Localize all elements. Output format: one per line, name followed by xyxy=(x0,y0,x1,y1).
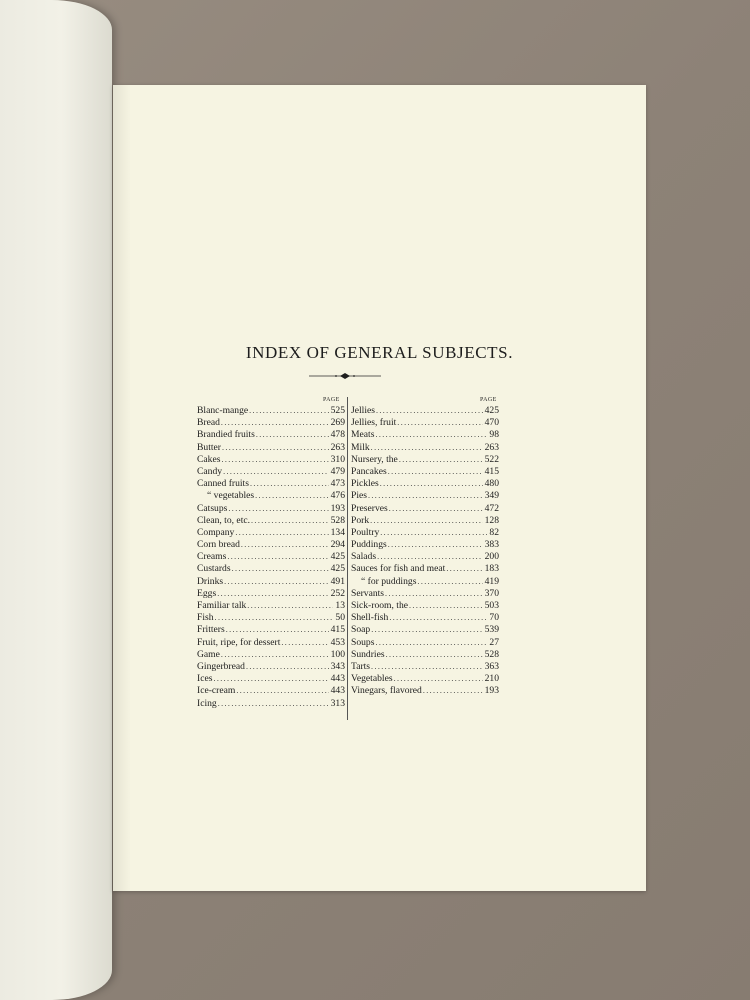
entry-term: Sundries xyxy=(351,648,385,660)
entry-term: Icing xyxy=(197,697,217,709)
entry-page-number: 522 xyxy=(484,453,499,465)
index-entry xyxy=(351,612,499,624)
entry-term: Fruit, ripe, for dessert xyxy=(197,636,281,648)
entry-term: Preserves xyxy=(351,502,388,514)
index-entry xyxy=(351,685,499,697)
index-entry xyxy=(351,503,499,515)
index-entry xyxy=(197,466,345,478)
right-index-column xyxy=(351,405,499,698)
index-entry xyxy=(351,661,499,673)
entry-page-number: 50 xyxy=(335,612,345,624)
dot-leader xyxy=(221,649,329,661)
index-entry xyxy=(351,515,499,527)
dot-leader xyxy=(376,405,483,417)
dot-leader xyxy=(399,454,483,466)
entry-term: Tarts xyxy=(351,660,371,672)
entry-page-number: 363 xyxy=(484,660,499,672)
entry-page-number: 100 xyxy=(330,648,345,660)
index-entry xyxy=(197,405,345,417)
entry-page-number: 478 xyxy=(330,429,345,441)
dot-leader xyxy=(371,442,483,454)
index-entry xyxy=(351,539,499,551)
index-entry xyxy=(351,429,499,441)
dot-leader xyxy=(446,563,482,575)
dot-leader xyxy=(255,490,328,502)
dot-leader xyxy=(222,442,329,454)
left-page xyxy=(0,0,112,1000)
entry-term: Pork xyxy=(351,514,370,526)
index-entry xyxy=(351,442,499,454)
dot-leader xyxy=(423,685,483,697)
index-entry xyxy=(197,637,345,649)
index-entry xyxy=(351,588,499,600)
entry-page-number: 425 xyxy=(330,551,345,563)
entry-term: Salads xyxy=(351,551,377,563)
index-entry xyxy=(351,649,499,661)
dot-leader xyxy=(371,624,482,636)
entry-page-number: 343 xyxy=(330,660,345,672)
entry-term: Jellies, fruit xyxy=(351,417,397,429)
index-entry xyxy=(197,649,345,661)
index-entry xyxy=(351,576,499,588)
dot-leader xyxy=(250,478,329,490)
dot-leader xyxy=(256,429,329,441)
dot-leader xyxy=(246,661,329,673)
entry-page-number: 310 xyxy=(330,453,345,465)
index-entry xyxy=(351,454,499,466)
dot-leader xyxy=(249,405,328,417)
ornament-rule xyxy=(309,371,381,381)
entry-page-number: 294 xyxy=(330,539,345,551)
dot-leader xyxy=(236,685,328,697)
dot-leader xyxy=(388,466,483,478)
entry-term: “ vegetables xyxy=(207,490,255,502)
dot-leader xyxy=(385,588,483,600)
entry-page-number: 263 xyxy=(484,441,499,453)
index-entry xyxy=(197,624,345,636)
entry-page-number: 200 xyxy=(484,551,499,563)
entry-page-number: 419 xyxy=(484,575,499,587)
dot-leader xyxy=(223,466,329,478)
dot-leader xyxy=(213,673,328,685)
dot-leader xyxy=(218,698,329,710)
index-entry xyxy=(351,490,499,502)
index-entry xyxy=(197,661,345,673)
entry-page-number: 425 xyxy=(484,405,499,416)
entry-page-number: 370 xyxy=(484,587,499,599)
entry-term: Catsups xyxy=(197,502,228,514)
entry-term: Candy xyxy=(197,465,223,477)
entry-term: Sauces for fish and meat xyxy=(351,563,446,575)
dot-leader xyxy=(251,515,329,527)
entry-term: Creams xyxy=(197,551,227,563)
index-entry xyxy=(197,673,345,685)
entry-page-number: 539 xyxy=(484,624,499,636)
entry-page-number: 193 xyxy=(330,502,345,514)
entry-page-number: 473 xyxy=(330,478,345,490)
left-column-page-heading: PAGE xyxy=(323,397,340,403)
entry-page-number: 453 xyxy=(330,636,345,648)
entry-page-number: 27 xyxy=(489,636,499,648)
index-entry xyxy=(197,588,345,600)
entry-page-number: 383 xyxy=(484,539,499,551)
index-entry xyxy=(197,600,345,612)
entry-page-number: 269 xyxy=(330,417,345,429)
dot-leader xyxy=(281,637,328,649)
index-entry xyxy=(351,417,499,429)
column-divider xyxy=(347,397,348,720)
index-entry xyxy=(197,442,345,454)
dot-leader xyxy=(377,551,483,563)
entry-term: Company xyxy=(197,526,235,538)
entry-term: Soap xyxy=(351,624,371,636)
entry-term: Jellies xyxy=(351,405,375,416)
entry-term: Ices xyxy=(197,673,213,685)
entry-term: Drinks xyxy=(197,575,224,587)
entry-page-number: 70 xyxy=(489,612,499,624)
entry-page-number: 443 xyxy=(330,685,345,697)
entry-term: Butter xyxy=(197,441,221,453)
entry-page-number: 82 xyxy=(489,526,499,538)
entry-term: Ice-cream xyxy=(197,685,236,697)
index-entry xyxy=(197,685,345,697)
index-entry xyxy=(197,454,345,466)
dot-leader xyxy=(380,527,487,539)
index-entry xyxy=(197,527,345,539)
entry-page-number: 415 xyxy=(330,624,345,636)
index-entry xyxy=(197,576,345,588)
dot-leader xyxy=(409,600,483,612)
entry-term: Familiar talk xyxy=(197,600,247,611)
entry-page-number: 480 xyxy=(484,478,499,490)
entry-term: Puddings xyxy=(351,539,387,551)
entry-page-number: 210 xyxy=(484,673,499,685)
entry-page-number: 313 xyxy=(330,697,345,709)
entry-term: Canned fruits xyxy=(197,478,249,490)
book-page xyxy=(113,85,646,891)
entry-term: Vinegars, flavored xyxy=(351,685,422,697)
entry-page-number: 470 xyxy=(484,417,499,429)
index-entry xyxy=(197,563,345,575)
dot-leader xyxy=(417,576,482,588)
entry-term: Meats xyxy=(351,429,375,441)
dot-leader xyxy=(370,515,482,527)
dot-leader xyxy=(232,563,329,575)
entry-page-number: 183 xyxy=(484,563,499,575)
dot-leader xyxy=(394,673,483,685)
dot-leader xyxy=(389,503,483,515)
dot-leader xyxy=(380,478,483,490)
entry-page-number: 13 xyxy=(335,600,345,611)
index-entry xyxy=(351,637,499,649)
entry-page-number: 528 xyxy=(330,514,345,526)
index-entry xyxy=(351,478,499,490)
dot-leader xyxy=(226,624,329,636)
entry-term: Blanc-mange xyxy=(197,405,249,416)
index-entry xyxy=(197,417,345,429)
entry-term: Shell-fish xyxy=(351,612,389,624)
index-entry xyxy=(197,551,345,563)
entry-page-number: 443 xyxy=(330,673,345,685)
entry-page-number: 479 xyxy=(330,465,345,477)
index-entry xyxy=(351,466,499,478)
dot-leader xyxy=(397,417,482,429)
page-title: INDEX OF GENERAL SUBJECTS. xyxy=(245,343,514,362)
index-entry xyxy=(351,551,499,563)
entry-page-number: 263 xyxy=(330,441,345,453)
dot-leader xyxy=(388,539,483,551)
index-entry xyxy=(351,527,499,539)
entry-page-number: 98 xyxy=(489,429,499,441)
entry-page-number: 476 xyxy=(330,490,345,502)
entry-page-number: 503 xyxy=(484,600,499,611)
dot-leader xyxy=(224,576,328,588)
index-entry xyxy=(197,503,345,515)
index-entry xyxy=(351,563,499,575)
entry-term: Fritters xyxy=(197,624,225,636)
index-entry xyxy=(197,539,345,551)
entry-page-number: 193 xyxy=(484,685,499,697)
entry-page-number: 491 xyxy=(330,575,345,587)
dot-leader xyxy=(217,588,328,600)
dot-leader xyxy=(227,551,328,563)
entry-term: Servants xyxy=(351,587,385,599)
index-entry xyxy=(351,600,499,612)
entry-page-number: 349 xyxy=(484,490,499,502)
entry-page-number: 128 xyxy=(484,514,499,526)
index-entry xyxy=(351,624,499,636)
dot-leader xyxy=(221,417,329,429)
entry-term: Game xyxy=(197,648,220,660)
entry-term: Poultry xyxy=(351,526,380,538)
index-entry xyxy=(351,673,499,685)
entry-term: Pickles xyxy=(351,478,379,490)
index-entry xyxy=(197,698,345,710)
dot-leader xyxy=(371,661,483,673)
entry-term: Vegetables xyxy=(351,673,393,685)
entry-page-number: 425 xyxy=(330,563,345,575)
dot-leader xyxy=(228,503,328,515)
entry-term: Gingerbread xyxy=(197,660,245,672)
dot-leader xyxy=(221,454,328,466)
dot-leader xyxy=(368,490,483,502)
dot-leader xyxy=(386,649,483,661)
entry-page-number: 472 xyxy=(484,502,499,514)
entry-page-number: 528 xyxy=(484,648,499,660)
entry-term: “ for puddings xyxy=(361,575,417,587)
left-index-column xyxy=(197,405,345,710)
entry-term: Brandied fruits xyxy=(197,429,255,441)
dot-leader xyxy=(375,637,487,649)
entry-page-number: 134 xyxy=(330,526,345,538)
dot-leader xyxy=(389,612,487,624)
entry-term: Eggs xyxy=(197,587,217,599)
dot-leader xyxy=(247,600,333,612)
entry-term: Soups xyxy=(351,636,375,648)
entry-term: Milk xyxy=(351,441,370,453)
index-entry xyxy=(351,405,499,417)
dot-leader xyxy=(235,527,328,539)
index-entry xyxy=(197,515,345,527)
entry-term: Cakes xyxy=(197,453,221,465)
entry-term: Pies xyxy=(351,490,367,502)
index-entry xyxy=(197,490,345,502)
entry-term: Custards xyxy=(197,563,231,575)
entry-term: Sick-room, the xyxy=(351,600,409,611)
index-entry xyxy=(197,612,345,624)
entry-term: Pancakes xyxy=(351,465,387,477)
entry-page-number: 252 xyxy=(330,587,345,599)
entry-page-number: 525 xyxy=(330,405,345,416)
entry-term: Corn bread xyxy=(197,539,240,551)
index-entry xyxy=(197,478,345,490)
dot-leader xyxy=(241,539,329,551)
dot-leader xyxy=(215,612,334,624)
dot-leader xyxy=(375,429,487,441)
right-column-page-heading: PAGE xyxy=(480,397,497,403)
entry-page-number: 415 xyxy=(484,465,499,477)
entry-term: Nursery, the xyxy=(351,453,398,465)
entry-term: Bread xyxy=(197,417,220,429)
index-entry xyxy=(197,429,345,441)
entry-term: Clean, to, etc. xyxy=(197,514,251,526)
entry-term: Fish xyxy=(197,612,214,624)
